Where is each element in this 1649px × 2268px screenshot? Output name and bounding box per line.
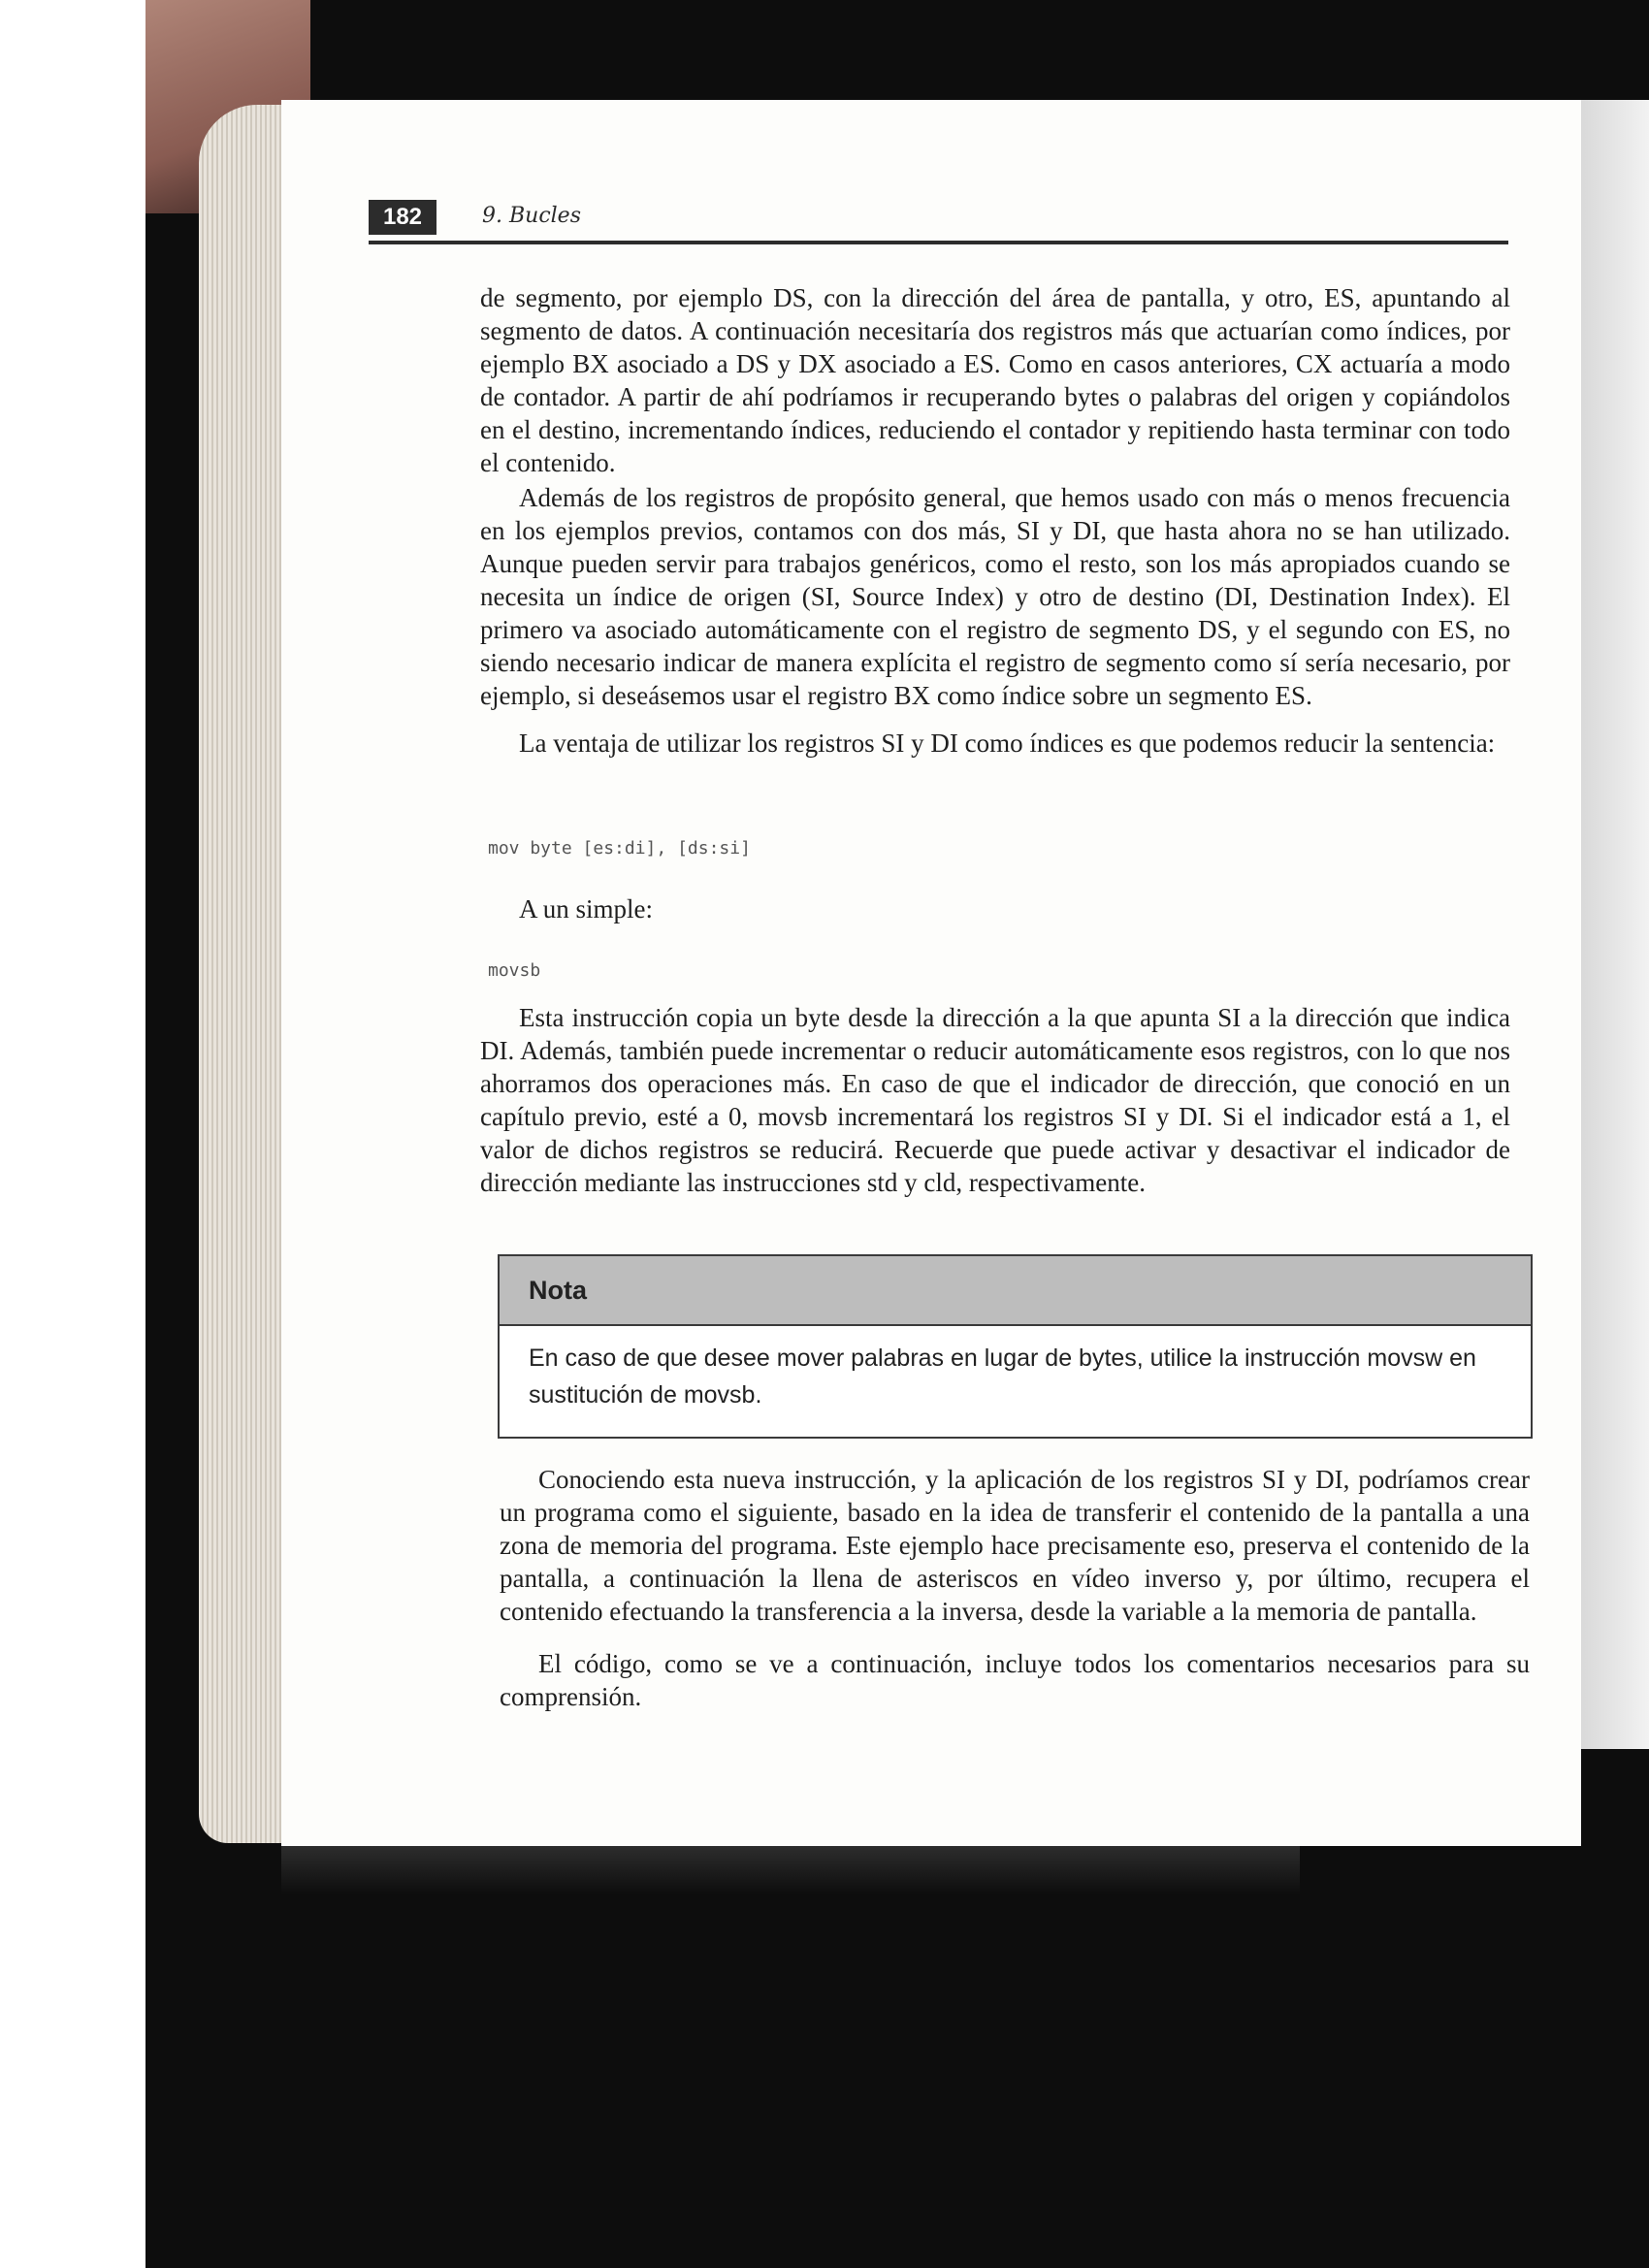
code-line-movsb: movsb: [488, 960, 541, 981]
chapter-title: 9. Bucles: [482, 204, 581, 228]
running-header: [369, 200, 1508, 248]
note-header: [500, 1256, 1531, 1326]
paragraph-5: Esta instrucción copia un byte desde la dirección a la que apunta SI a la dirección que indica DI. Además, también puede incrementar o reducir automáticamente esos registros, con lo que nos ahorramos dos operaciones más. En caso de que el indicador de dirección, que conoció en un capítulo previo, esté a 0, movsb incrementará los registros SI y DI. Si el indicador está a 1, el valor de dichos registros se reducirá. Recuerde que puede activar y desactivar el indicador de dirección mediante las instrucciones std y cld, respectivamente.: [480, 1003, 1510, 1197]
paragraph-4: A un simple:: [519, 894, 654, 923]
facing-page-edge: [1581, 100, 1649, 1749]
note-box: [498, 1254, 1533, 1439]
paragraph-6: Conociendo esta nueva instrucción, y la aplicación de los registros SI y DI, podríamos crear un programa como el siguiente, basado en la idea de transferir el contenido de la pantalla a una zona de memoria del programa. Este ejemplo hace precisamente eso, preserva el contenido de la pantalla, a continuación la llena de asteriscos en vídeo inverso y, por último, recupera el contenido efectuando la transferencia a la inversa, desde la variable a la memoria de pantalla.: [500, 1465, 1530, 1626]
page-number: 182: [369, 200, 436, 235]
paragraph-2: Además de los registros de propósito general, que hemos usado con más o menos frecuencia en los ejemplos previos, contamos con dos más, SI y DI, que hasta ahora no se han utilizado. Aunque pueden servir para trabajos genéricos, como el resto, son los más apropiados cuando se necesita un índice de origen (SI, Source Index) y otro de destino (DI, Destination Index). El primero va asociado automáticamente con el registro de segmento DS, y el segundo con ES, no siendo necesario indicar de manera explícita el registro de segmento como sí sería necesario, por ejemplo, si deseásemos usar el registro BX como índice sobre un segmento ES.: [480, 483, 1510, 710]
paragraph-3: La ventaja de utilizar los registros SI y DI como índices es que podemos reducir la sentencia:: [519, 729, 1496, 758]
note-title: Nota: [529, 1276, 587, 1305]
paragraph-1: de segmento, por ejemplo DS, con la dirección del área de pantalla, y otro, ES, apuntando al segmento de datos. A continuación necesitaría dos registros más que actuarían como índices, por ejemplo BX asociado a DS y DX asociado a ES. Como en casos anteriores, CX actuaría a modo de contador. A partir de ahí podríamos ir recuperando bytes o palabras del origen y copiándolos en el destino, incrementando índices, reduciendo el contador y repitiendo hasta terminar con todo el contenido.: [480, 283, 1510, 477]
page-shadow: [281, 1846, 1300, 1895]
note-text: En caso de que desee mover palabras en lugar de bytes, utilice la instrucción movsw en sustitución de movsb.: [529, 1345, 1476, 1409]
paragraph-7: El código, como se ve a continuación, incluye todos los comentarios necesarios para su comprensión.: [500, 1649, 1530, 1711]
header-rule: [369, 241, 1508, 244]
code-line-mov: mov byte [es:di], [ds:si]: [488, 838, 751, 859]
